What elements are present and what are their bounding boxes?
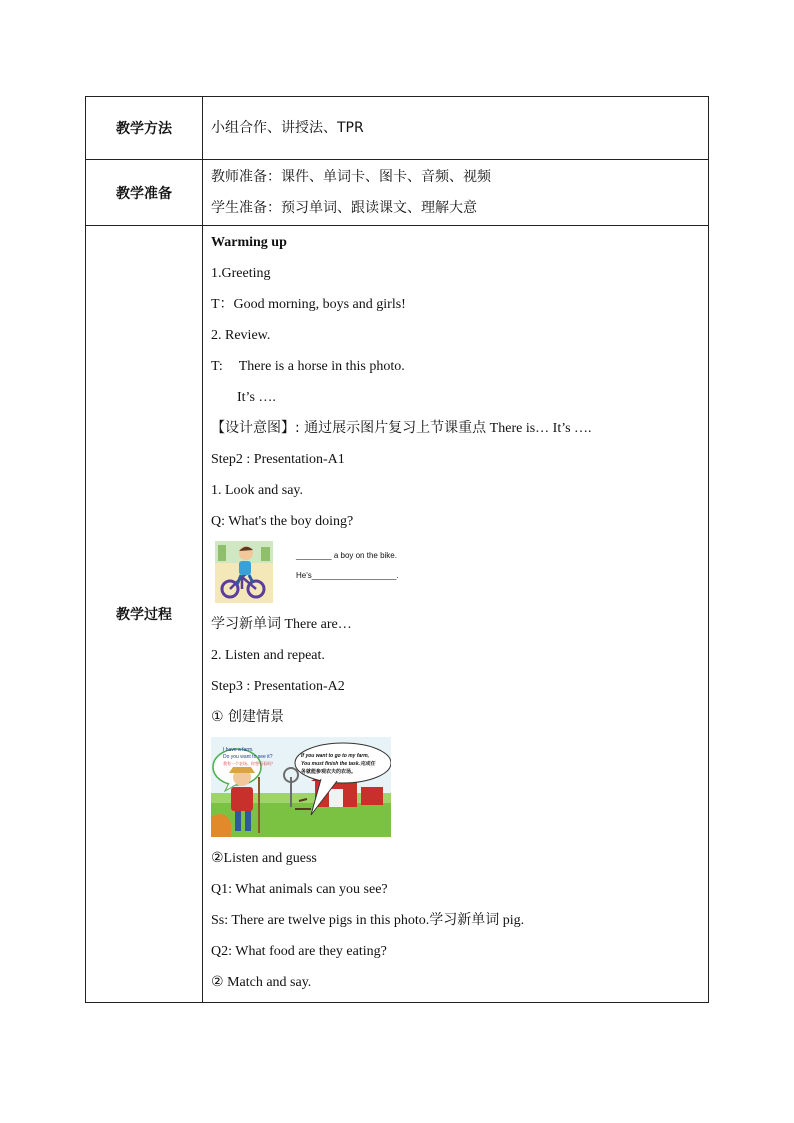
students-answer-cn: 学习新单词: [429, 912, 500, 928]
step2-heading: Step2 : Presentation-A1: [211, 452, 345, 467]
bubble-right-line3: 务就能参观农夫的农场。: [301, 769, 357, 775]
student-prep: 学生准备：预习单词、跟读课文、理解大意: [211, 199, 477, 216]
boy-on-bike-image: [215, 541, 273, 603]
row-preparation: [86, 160, 709, 226]
design-intent-cn: 【设计意图】: 通过展示图片复习上节课重点: [211, 420, 487, 436]
lesson-plan-table: [85, 96, 709, 1003]
teacher-prefix: T:: [211, 359, 223, 374]
question-boy: Q: What's the boy doing?: [211, 514, 354, 529]
step3-heading: Step3 : Presentation-A2: [211, 679, 345, 694]
its-line: It’s ….: [237, 390, 276, 405]
create-scene-line: [211, 702, 700, 733]
greeting-line: 1.Greeting: [211, 266, 271, 281]
learn-new-word-en: There are…: [281, 617, 352, 632]
label-methods: 教学方法: [86, 97, 203, 160]
bubble-left-line1: I have a farm.: [223, 747, 254, 753]
question-2: Q2: What food are they eating?: [211, 944, 387, 959]
methods-text: 小组合作、讲授法、TPR: [211, 119, 364, 136]
learn-new-word-cn: 学习新单词: [211, 616, 281, 632]
students-answer-line: [211, 905, 700, 936]
bubble-left-line2: Do you want to see it?: [223, 754, 273, 760]
farm-scene-figure: [211, 737, 700, 837]
students-answer-word: pig.: [499, 913, 525, 928]
label-preparation: 教学准备: [86, 160, 203, 226]
look-and-say: 1. Look and say.: [211, 483, 304, 498]
boy-bike-figure: [215, 541, 700, 609]
teacher-greeting: T：Good morning, boys and girls!: [211, 297, 406, 312]
row-process: [86, 226, 709, 1003]
blank-sentence-2: He's___________________.: [296, 571, 399, 580]
match-say-text: Match and say.: [223, 975, 312, 990]
warming-up-heading: Warming up: [211, 235, 287, 250]
farmer-farm-image: [211, 737, 391, 837]
listen-repeat-line: 2. Listen and repeat.: [211, 648, 325, 663]
label-process: 教学过程: [86, 226, 203, 1003]
process-content: [203, 226, 709, 1003]
blank-sentence-1: ________ a boy on the bike.: [296, 551, 397, 560]
students-answer-en: Ss: There are twelve pigs in this photo.: [211, 913, 430, 928]
horse-sentence: There is a horse in this photo.: [238, 359, 405, 374]
methods-content: [203, 97, 709, 160]
circled-number-2: ②: [211, 974, 224, 990]
question-1: Q1: What animals can you see?: [211, 882, 388, 897]
design-intent-en: There is… It’s ….: [486, 421, 592, 436]
listen-guess-line: ②Listen and guess: [211, 851, 317, 866]
review-line: 2. Review.: [211, 328, 271, 343]
row-methods: [86, 97, 709, 160]
preparation-content: [203, 160, 709, 226]
create-scene-text: 创建情景: [223, 709, 285, 725]
teacher-prep: 教师准备：课件、单词卡、图卡、音频、视频: [211, 168, 491, 185]
circled-number-1: ①: [211, 709, 224, 725]
design-intent-line: [211, 413, 700, 444]
bubble-left-line3: 我有一个农场。你想看看吗？: [223, 761, 275, 766]
learn-new-word-line: [211, 609, 700, 640]
bubble-right-line1: If you want to go to my farm,: [301, 753, 370, 759]
bubble-right-line2: You must finish the task.完成任: [301, 761, 375, 767]
teacher-horse-line: [211, 351, 700, 382]
match-say-line: [211, 967, 700, 998]
